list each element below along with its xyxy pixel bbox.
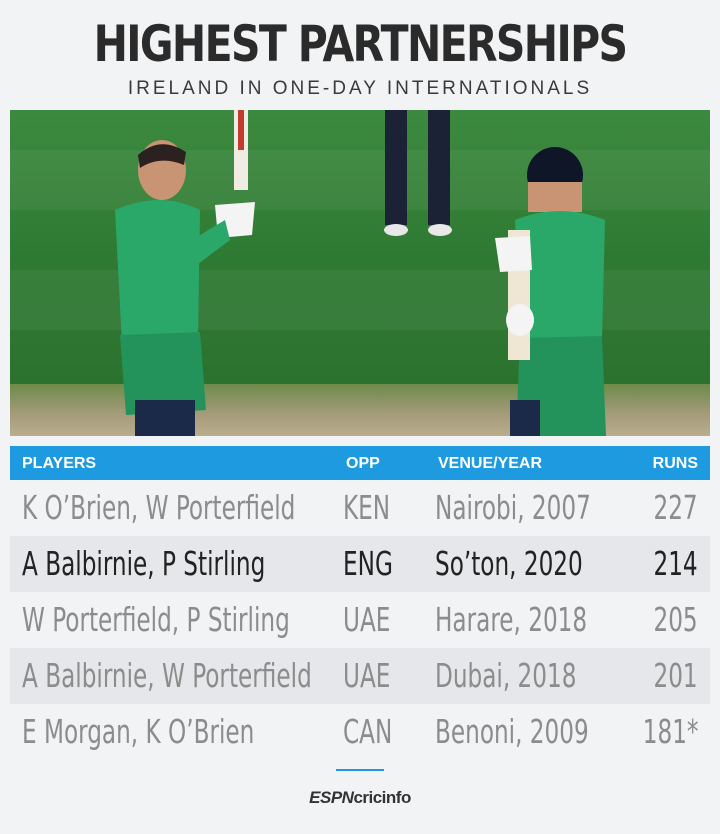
cell-players: A Balbirnie, W Porterfield: [22, 656, 312, 695]
table-header: [10, 446, 710, 480]
cell-venue: Nairobi, 2007: [435, 488, 591, 527]
logo-espn: ESPN: [309, 788, 354, 807]
cell-opp: UAE: [343, 600, 391, 639]
cell-players: A Balbirnie, P Stirling: [22, 544, 266, 583]
table-row: [10, 648, 710, 704]
table-row: [10, 704, 710, 760]
cell-players: W Porterfield, P Stirling: [22, 600, 290, 639]
cell-runs: 227: [653, 488, 698, 527]
cell-venue: Benoni, 2009: [435, 712, 589, 751]
cell-runs: 205: [653, 600, 698, 639]
cell-opp: CAN: [343, 712, 393, 751]
cell-players: E Morgan, K O’Brien: [22, 712, 255, 751]
cell-opp: ENG: [343, 544, 393, 583]
cell-venue: Dubai, 2018: [435, 656, 577, 695]
espncricinfo-logo: [0, 788, 720, 808]
cell-runs: 181*: [642, 712, 698, 751]
page-title: HIGHEST PARTNERSHIPS: [93, 15, 627, 73]
cricket-photo: [10, 110, 710, 436]
cell-runs: 201: [653, 656, 698, 695]
cell-venue: Harare, 2018: [435, 600, 588, 639]
cell-opp: KEN: [343, 488, 391, 527]
header-players: PLAYERS: [22, 455, 97, 472]
header-venue: VENUE/YEAR: [438, 455, 543, 472]
header-runs: RUNS: [652, 455, 698, 472]
header-opp: OPP: [346, 455, 380, 472]
cell-venue: So’ton, 2020: [435, 544, 583, 583]
table-row: [10, 592, 710, 648]
divider: [336, 769, 384, 771]
table-row: [10, 480, 710, 536]
cell-players: K O’Brien, W Porterfield: [22, 488, 296, 527]
logo-cricinfo: cricinfo: [353, 788, 411, 807]
cell-opp: UAE: [343, 656, 391, 695]
players-illustration: [10, 110, 710, 436]
cell-runs: 214: [653, 544, 698, 583]
table-row-highlighted: [10, 536, 710, 592]
page-subtitle: IRELAND IN ONE-DAY INTERNATIONALS: [127, 78, 593, 99]
